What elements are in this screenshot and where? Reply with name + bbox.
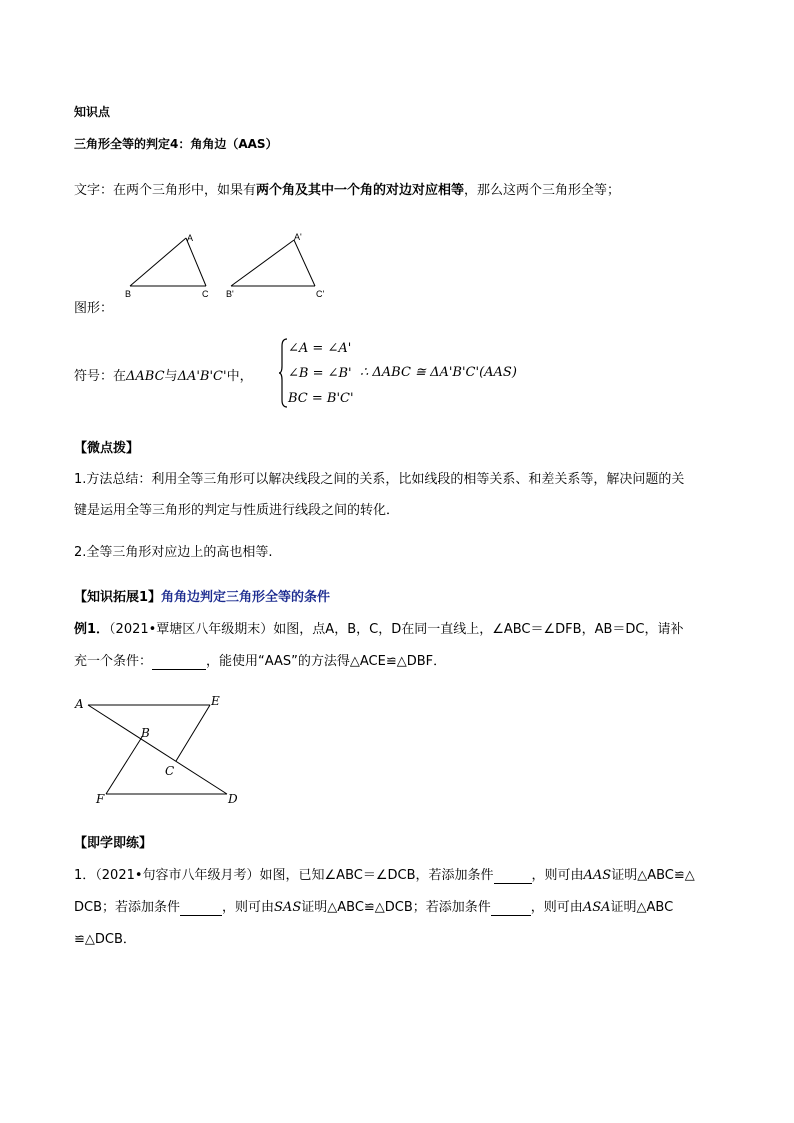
triangle2-vertex-b: B' <box>226 289 234 299</box>
answer-blank-asa[interactable] <box>491 900 531 916</box>
answer-blank-aas[interactable] <box>494 868 532 884</box>
example1-line2: 充一个条件： ，能使用“AAS”的方法得△ACE≌△DBF． <box>74 654 447 669</box>
figure-caption: 图形： <box>74 301 114 316</box>
condition-side-bc: BC = B'C' <box>288 391 354 406</box>
practice-line2: DCB；若添加条件 ，则可由SAS证明△ABC≌△DCB；若添加条件 ，则可由ASA证明△ABC <box>74 900 674 915</box>
figure-point-d: D <box>228 792 238 806</box>
answer-blank-sas[interactable] <box>180 900 222 916</box>
figure-point-b: B <box>141 726 150 740</box>
tip1-line1: 1.方法总结：利用全等三角形可以解决线段之间的关系，比如线段的相等关系、和差关系等，解决问题的关 <box>74 472 685 487</box>
triangle1-vertex-a: A <box>187 233 194 243</box>
example1-line1: 例1．（2021•覃塘区八年级期末）如图，点A，B，C，D在同一直线上，∠ABC＝∠DFB，AB＝DC，请补 <box>74 622 684 637</box>
triangle2-vertex-c: C' <box>316 289 325 299</box>
triangle2-vertex-a: A' <box>294 232 302 242</box>
section-subheading: 三角形全等的判定4：角角边（AAS） <box>74 137 278 151</box>
figure-point-f: F <box>96 792 105 806</box>
tip1-line2: 键是运用全等三角形的判定与性质进行线段之间的转化． <box>74 503 400 518</box>
symbol-statement: 符号：在ΔABC与ΔA'B'C'中， <box>74 369 253 384</box>
extension-header: 【知识拓展1】角角边判定三角形全等的条件 <box>74 590 331 605</box>
condition-angle-b: ∠B = ∠B' <box>288 366 352 381</box>
answer-blank[interactable] <box>152 654 206 670</box>
tip2: 2.全等三角形对应边上的高也相等. <box>74 545 273 560</box>
definition-text: 文字：在两个三角形中，如果有两个角及其中一个角的对边对应相等，那么这两个三角形全等； <box>74 183 621 198</box>
figure-point-a: A <box>75 697 84 711</box>
tips-header: 【微点拨】 <box>74 441 140 456</box>
figure-point-e: E <box>211 694 220 708</box>
left-brace <box>278 338 288 408</box>
section-heading: 知识点 <box>74 105 111 119</box>
practice-line3: ≌△DCB． <box>74 932 136 947</box>
triangle1-vertex-c: C <box>202 289 209 299</box>
figure-point-c: C <box>165 764 175 778</box>
practice-header: 【即学即练】 <box>74 836 153 851</box>
condition-angle-a: ∠A = ∠A' <box>288 341 352 356</box>
congruence-conclusion: ∴ ΔABC ≅ ΔA'B'C'(AAS) <box>360 365 517 380</box>
triangle1-vertex-b: B <box>125 289 132 299</box>
practice-line1: 1．（2021•句容市八年级月考）如图，已知∠ABC＝∠DCB，若添加条件 ，则可由AAS证明△ABC≌△ <box>74 868 695 883</box>
